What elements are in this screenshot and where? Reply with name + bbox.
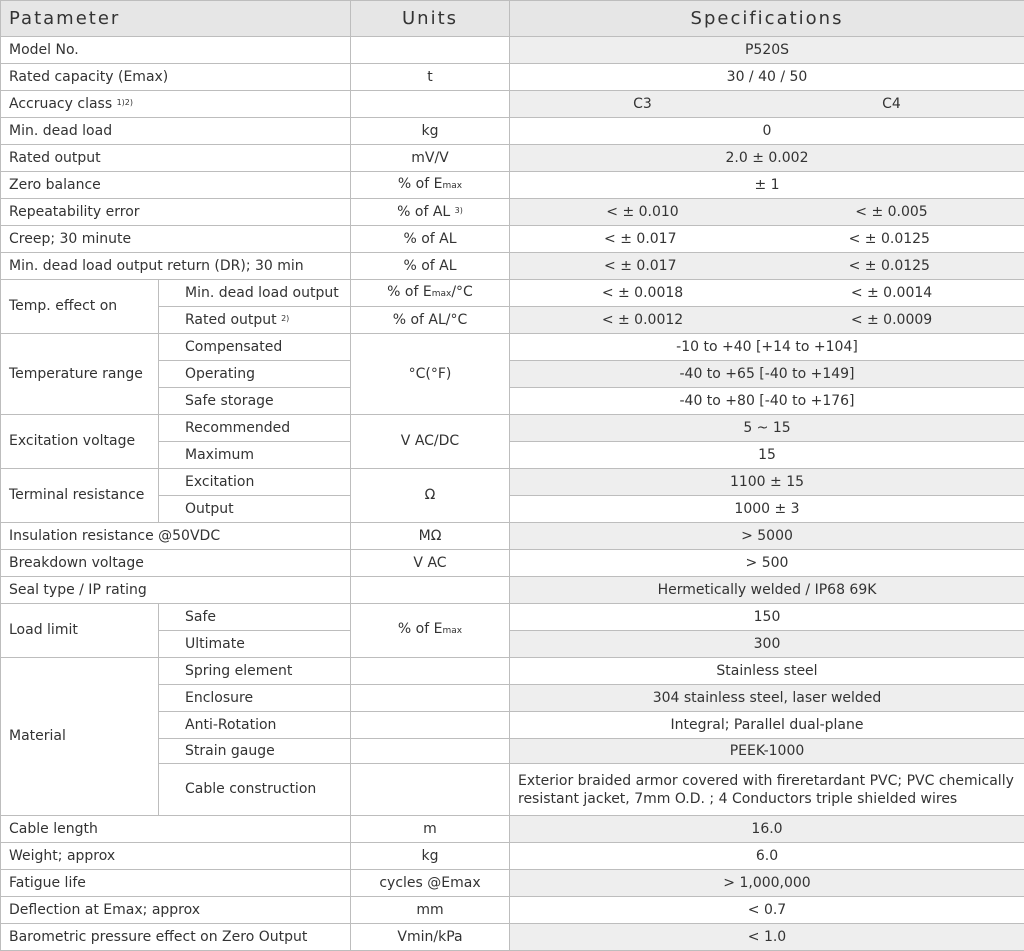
row-spec: 300 — [510, 631, 1024, 658]
table-row — [1, 816, 1024, 843]
table-row — [1, 64, 1024, 91]
row-spec — [510, 280, 1024, 307]
row-label: Min. dead load output return (DR); 30 min — [1, 253, 351, 280]
sub-label: Operating — [159, 361, 351, 388]
table-row — [1, 523, 1024, 550]
table-row — [1, 577, 1024, 604]
row-label: Cable length — [1, 816, 351, 843]
row-label: Rated capacity (Emax) — [1, 64, 351, 91]
row-unit: Vmin/kPa — [351, 924, 510, 951]
row-unit — [351, 658, 510, 685]
table-row — [1, 172, 1024, 199]
sub-label: Output — [159, 496, 351, 523]
table-header — [1, 1, 1024, 37]
table-row — [1, 550, 1024, 577]
table-row — [1, 118, 1024, 145]
row-spec: Integral; Parallel dual-plane — [510, 712, 1024, 739]
footnote-ref: 2) — [281, 314, 289, 323]
row-spec: -10 to +40 [+14 to +104] — [510, 334, 1024, 361]
row-spec: Exterior braided armor covered with fireretardant PVC; PVC chemically resistant jacket, 7mm O.D. ; 4 Conductors triple shielded wires — [510, 764, 1024, 816]
sub-label: Maximum — [159, 442, 351, 469]
row-spec: 5 ~ 15 — [510, 415, 1024, 442]
row-unit — [351, 764, 510, 816]
unit-text: % of E — [398, 176, 443, 192]
row-spec: -40 to +80 [-40 to +176] — [510, 388, 1024, 415]
row-label: Repeatability error — [1, 199, 351, 226]
sub-label: Min. dead load output — [159, 280, 351, 307]
row-unit — [351, 604, 510, 658]
table-row — [1, 658, 1024, 685]
label-text: Rated output — [185, 312, 277, 328]
label-text: Accruacy class — [9, 96, 112, 112]
table-row — [1, 843, 1024, 870]
row-label: Deflection at Emax; approx — [1, 897, 351, 924]
spec-c4: < ± 0.0009 — [851, 312, 932, 329]
row-unit: m — [351, 816, 510, 843]
row-spec: < 0.7 — [510, 897, 1024, 924]
row-unit — [351, 172, 510, 199]
row-unit — [351, 199, 510, 226]
row-unit: mm — [351, 897, 510, 924]
spec-c3: C3 — [633, 96, 652, 113]
row-spec — [510, 91, 1024, 118]
footnote-ref: 3) — [455, 206, 463, 215]
sub-label: Excitation — [159, 469, 351, 496]
sub-label: Safe — [159, 604, 351, 631]
row-unit — [351, 37, 510, 64]
row-label: Barometric pressure effect on Zero Output — [1, 924, 351, 951]
row-unit: kg — [351, 118, 510, 145]
table-row — [1, 280, 1024, 307]
spec-c4: < ± 0.0014 — [851, 285, 932, 302]
row-spec: 2.0 ± 0.002 — [510, 145, 1024, 172]
table-row — [1, 604, 1024, 631]
spec-c4: < ± 0.005 — [855, 204, 927, 221]
table-row — [1, 253, 1024, 280]
row-spec: 0 — [510, 118, 1024, 145]
group-label: Load limit — [1, 604, 159, 658]
sub-label: Enclosure — [159, 685, 351, 712]
sub-label: Anti-Rotation — [159, 712, 351, 739]
table-row — [1, 334, 1024, 361]
table-row — [1, 924, 1024, 951]
row-spec — [510, 199, 1024, 226]
row-spec: 30 / 40 / 50 — [510, 64, 1024, 91]
row-spec: 6.0 — [510, 843, 1024, 870]
row-unit: % of AL — [351, 253, 510, 280]
row-label: Weight; approx — [1, 843, 351, 870]
row-spec: 1100 ± 15 — [510, 469, 1024, 496]
row-unit: % of AL — [351, 226, 510, 253]
row-spec: > 1,000,000 — [510, 870, 1024, 897]
row-spec: Hermetically welded / IP68 69K — [510, 577, 1024, 604]
row-label: Min. dead load — [1, 118, 351, 145]
row-label — [1, 91, 351, 118]
row-spec: 304 stainless steel, laser welded — [510, 685, 1024, 712]
row-spec: > 5000 — [510, 523, 1024, 550]
row-unit — [351, 739, 510, 764]
row-spec: P520S — [510, 37, 1024, 64]
sub-label — [159, 307, 351, 334]
row-spec: 150 — [510, 604, 1024, 631]
row-label: Insulation resistance @50VDC — [1, 523, 351, 550]
row-spec: < 1.0 — [510, 924, 1024, 951]
row-spec: PEEK-1000 — [510, 739, 1024, 764]
row-unit: V AC/DC — [351, 415, 510, 469]
table-row — [1, 199, 1024, 226]
sub-label: Cable construction — [159, 764, 351, 816]
table-row — [1, 897, 1024, 924]
row-spec: 1000 ± 3 — [510, 496, 1024, 523]
row-unit: % of AL/°C — [351, 307, 510, 334]
row-unit: kg — [351, 843, 510, 870]
row-unit: °C(°F) — [351, 334, 510, 415]
row-unit — [351, 280, 510, 307]
unit-suffix: /°C — [451, 284, 473, 300]
spec-c3: < ± 0.0012 — [602, 312, 683, 329]
unit-text: % of E — [387, 284, 432, 300]
table-row — [1, 415, 1024, 442]
row-unit: MΩ — [351, 523, 510, 550]
unit-subscript: max — [442, 181, 462, 191]
table-row — [1, 37, 1024, 64]
table-row — [1, 145, 1024, 172]
row-unit — [351, 712, 510, 739]
row-label: Breakdown voltage — [1, 550, 351, 577]
row-unit: mV/V — [351, 145, 510, 172]
table-row — [1, 226, 1024, 253]
row-spec: Stainless steel — [510, 658, 1024, 685]
row-unit: t — [351, 64, 510, 91]
group-label: Excitation voltage — [1, 415, 159, 469]
table-row — [1, 469, 1024, 496]
group-label: Terminal resistance — [1, 469, 159, 523]
header-specifications: Specifications — [510, 1, 1024, 37]
row-unit — [351, 91, 510, 118]
unit-subscript: max — [442, 626, 462, 636]
group-label: Temp. effect on — [1, 280, 159, 334]
row-label: Fatigue life — [1, 870, 351, 897]
spec-c4: < ± 0.0125 — [849, 231, 930, 248]
spec-c3: < ± 0.017 — [604, 258, 676, 275]
table-row — [1, 870, 1024, 897]
header-units: Units — [351, 1, 510, 37]
row-spec: -40 to +65 [-40 to +149] — [510, 361, 1024, 388]
row-label: Creep; 30 minute — [1, 226, 351, 253]
sub-label: Ultimate — [159, 631, 351, 658]
sub-label: Spring element — [159, 658, 351, 685]
spec-c3: < ± 0.017 — [604, 231, 676, 248]
spec-c3: < ± 0.0018 — [602, 285, 683, 302]
unit-text: % of E — [398, 621, 443, 637]
row-label: Zero balance — [1, 172, 351, 199]
row-spec — [510, 307, 1024, 334]
row-spec: 16.0 — [510, 816, 1024, 843]
sub-label: Recommended — [159, 415, 351, 442]
row-spec — [510, 226, 1024, 253]
row-label: Rated output — [1, 145, 351, 172]
spec-c3: < ± 0.010 — [606, 204, 678, 221]
spec-c4: C4 — [882, 96, 901, 113]
sub-label: Compensated — [159, 334, 351, 361]
row-spec: > 500 — [510, 550, 1024, 577]
footnote-ref: 1)2) — [117, 98, 133, 107]
row-unit: Ω — [351, 469, 510, 523]
sub-label: Strain gauge — [159, 739, 351, 764]
row-label: Model No. — [1, 37, 351, 64]
unit-subscript: max — [432, 289, 452, 299]
group-label: Material — [1, 658, 159, 816]
table-row — [1, 91, 1024, 118]
row-unit — [351, 577, 510, 604]
group-label: Temperature range — [1, 334, 159, 415]
row-spec: 15 — [510, 442, 1024, 469]
header-parameter: Patameter — [1, 1, 351, 37]
spec-c4: < ± 0.0125 — [849, 258, 930, 275]
unit-text: % of AL — [397, 204, 450, 220]
row-spec — [510, 253, 1024, 280]
row-unit: cycles @Emax — [351, 870, 510, 897]
row-unit: V AC — [351, 550, 510, 577]
row-unit — [351, 685, 510, 712]
row-spec: ± 1 — [510, 172, 1024, 199]
sub-label: Safe storage — [159, 388, 351, 415]
row-label: Seal type / IP rating — [1, 577, 351, 604]
